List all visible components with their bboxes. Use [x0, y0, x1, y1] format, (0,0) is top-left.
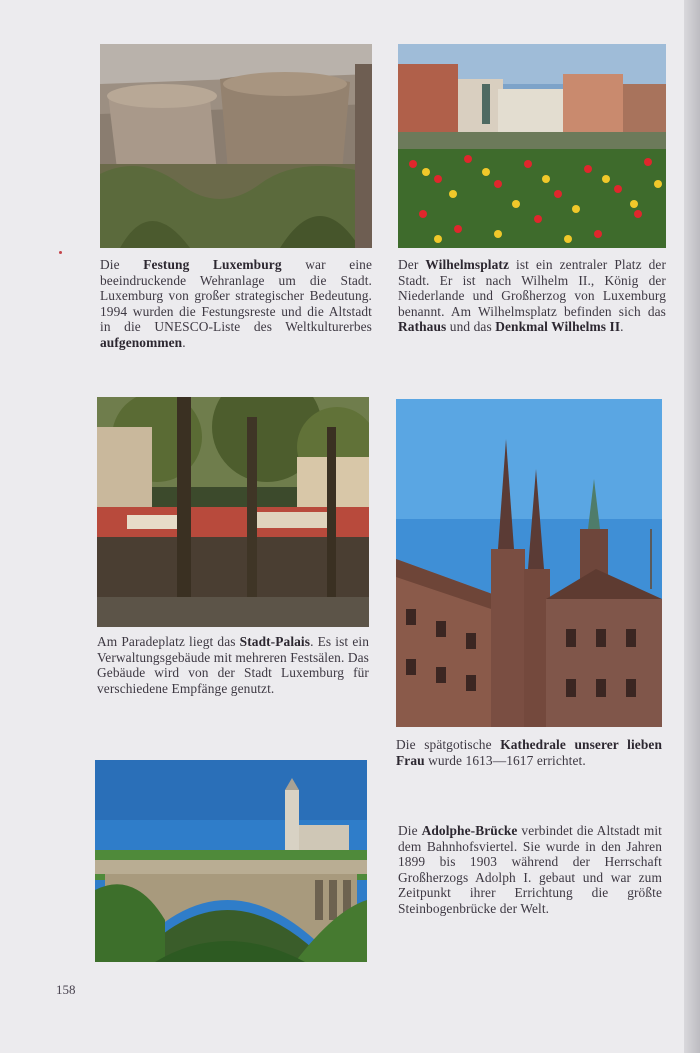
page-number: 158 [56, 982, 76, 997]
caption-kathedrale: Die spätgotische Kathedrale unserer lieben Frau wurde 1613—1617 errichtet. [396, 737, 662, 768]
photo-kathedrale [396, 399, 662, 727]
photo-adolphe-bruecke [95, 760, 367, 962]
ink-dot [59, 251, 62, 254]
caption-festung-luxemburg: Die Festung Luxemburg war eine beeindruckende Wehranlage um die Stadt. Luxemburg von großer strategischer Bedeutung. 1994 wurden die Festungsreste und die Altstadt in die UNESCO-Liste des Weltkulturerbes aufgenommen. [100, 257, 372, 350]
photo-wilhelmsplatz [398, 44, 666, 248]
caption-adolphe-bruecke: Die Adolphe-Brücke verbindet die Altstadt mit dem Bahnhofsviertel. Sie wurde in den Jahren 1899 bis 1903 während der Herrschaft Großherzogs Adolph I. gebaut und war zum Zeitpunkt ihrer Errichtung die größte Steinbogenbrücke der Welt. [398, 823, 662, 916]
caption-stadt-palais: Am Paradeplatz liegt das Stadt-Palais. Es ist ein Verwaltungsgebäude mit mehreren Festsälen. Das Gebäude wird von der Stadt Luxemburg für verschiedene Empfänge genutzt. [97, 634, 369, 696]
book-spine-shadow [684, 0, 700, 1053]
caption-wilhelmsplatz: Der Wilhelmsplatz ist ein zentraler Platz der Stadt. Er ist nach Wilhelm II., König der Niederlande und Großherzog von Luxemburg benannt. Am Wilhelmsplatz befinden sich das Rathaus und das Denkmal Wilhelms II. [398, 257, 666, 335]
photo-festung-luxemburg [100, 44, 372, 248]
photo-stadt-palais [97, 397, 369, 627]
